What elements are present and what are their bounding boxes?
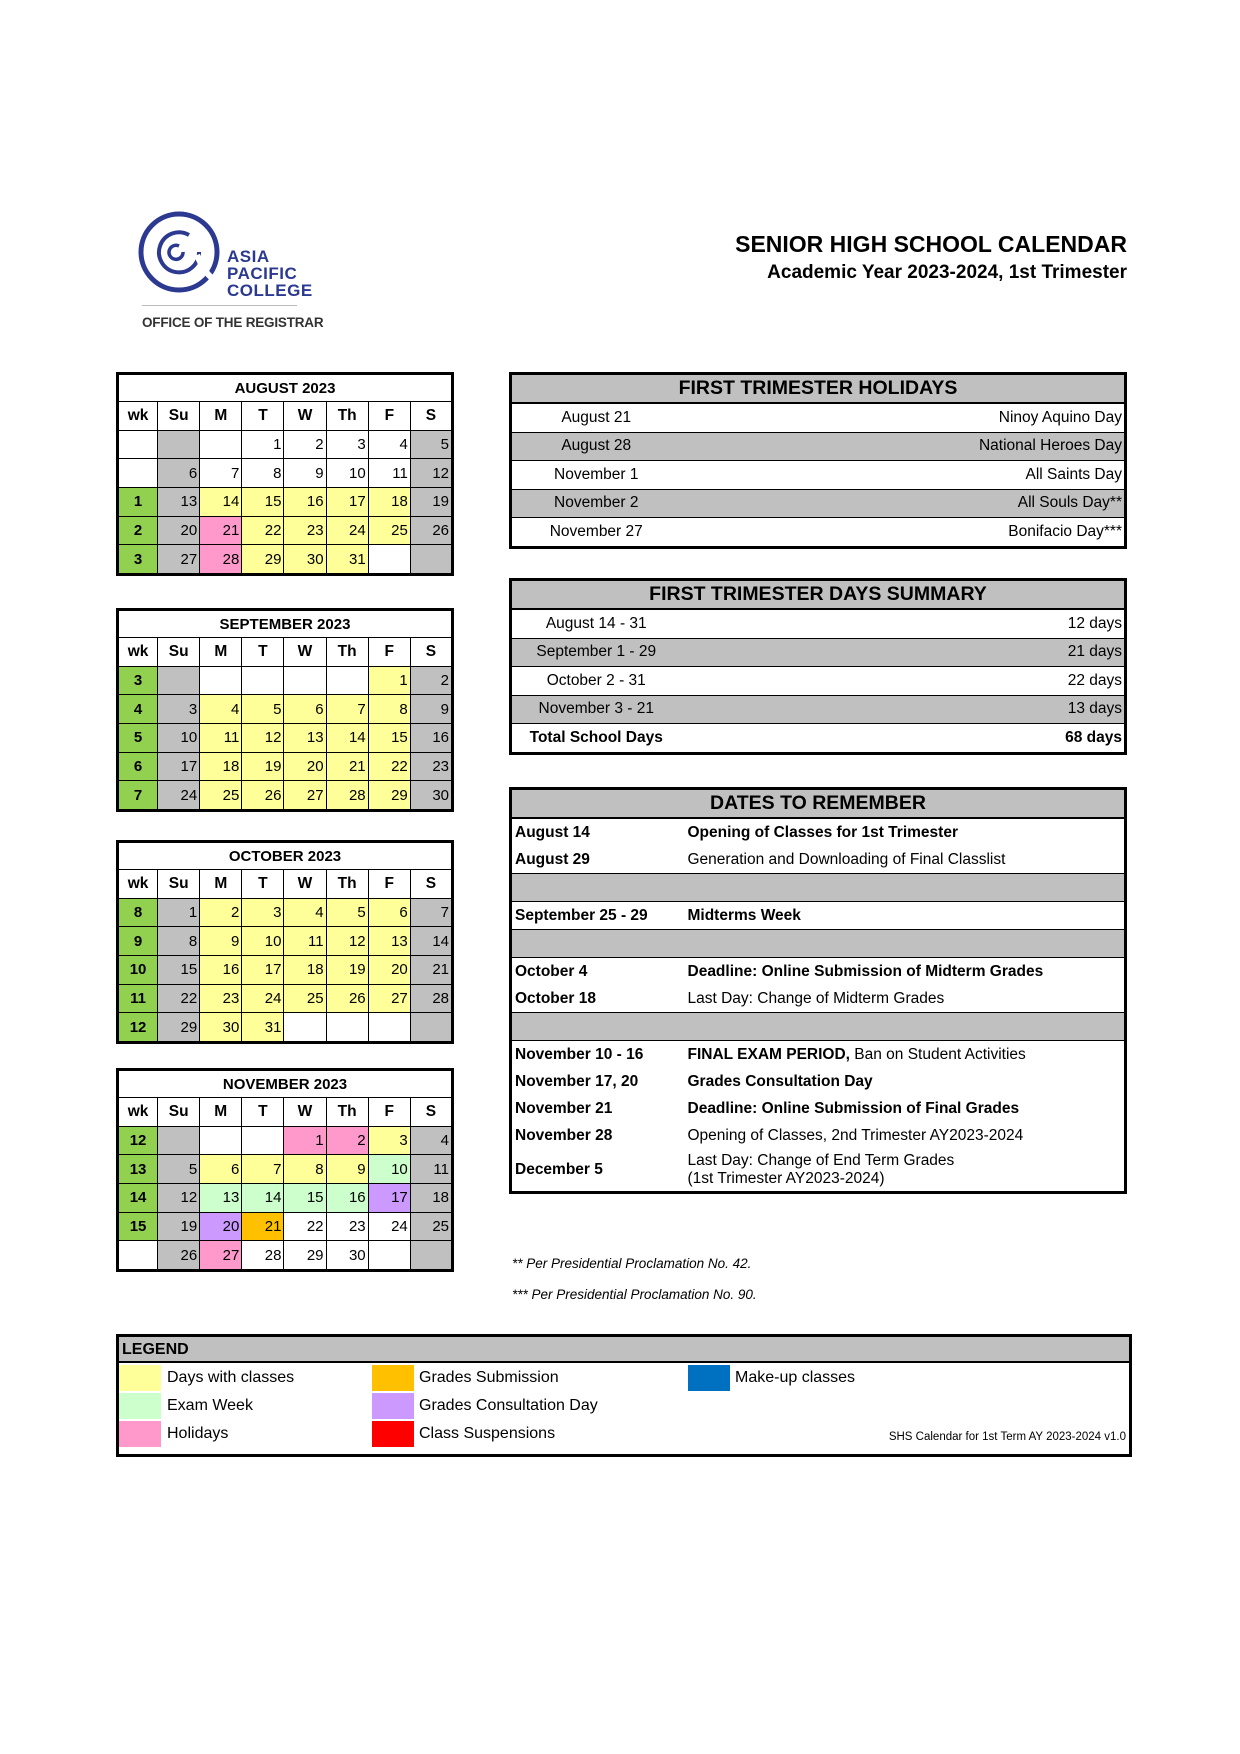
event-date: November 21 (515, 1099, 613, 1117)
day-cell (158, 430, 200, 459)
day-header: S (410, 402, 452, 431)
day-cell: 3 (368, 1126, 410, 1155)
day-cell: 9 (410, 695, 452, 724)
day-cell: 31 (326, 545, 368, 575)
event-date: November 28 (515, 1126, 613, 1144)
day-cell: 27 (200, 1241, 242, 1271)
day-cell: 14 (242, 1184, 284, 1213)
event-title: Deadline: Online Submission of Midterm Grades (687, 962, 1044, 980)
day-cell: 19 (326, 956, 368, 985)
day-cell: 18 (200, 752, 242, 781)
day-cell: 7 (410, 898, 452, 927)
day-cell: 24 (242, 984, 284, 1013)
holidays-table (509, 372, 1127, 549)
holiday-name: Bonifacio Day*** (681, 518, 1126, 548)
day-header: F (368, 870, 410, 899)
event-description (685, 1149, 1126, 1193)
logo-divider (142, 305, 297, 306)
day-header: M (200, 1098, 242, 1127)
day-cell (158, 1126, 200, 1155)
summary-total-label: Total School Days (511, 724, 681, 754)
summary-days: 22 days (681, 667, 1126, 696)
day-cell (368, 1241, 410, 1271)
day-cell: 1 (242, 430, 284, 459)
week-number: 5 (118, 724, 158, 753)
day-cell: 14 (410, 927, 452, 956)
day-header: S (410, 638, 452, 667)
day-cell: 27 (368, 984, 410, 1013)
legend-swatch (119, 1421, 161, 1447)
event-title: FINAL EXAM PERIOD, (687, 1045, 850, 1063)
days-summary-table (509, 578, 1127, 755)
day-cell (410, 1013, 452, 1043)
day-header: wk (118, 1098, 158, 1127)
day-cell: 28 (242, 1241, 284, 1271)
day-cell: 21 (200, 516, 242, 545)
event-description (685, 1041, 1126, 1069)
week-number: 13 (118, 1155, 158, 1184)
day-cell: 5 (158, 1155, 200, 1184)
event-description (685, 1095, 1126, 1122)
day-cell: 12 (326, 927, 368, 956)
day-cell: 2 (284, 430, 326, 459)
day-cell: 8 (284, 1155, 326, 1184)
holiday-date: November 2 (511, 489, 681, 518)
day-header: Th (326, 1098, 368, 1127)
holiday-name: All Souls Day** (681, 489, 1126, 518)
day-cell: 29 (368, 781, 410, 811)
day-cell: 21 (410, 956, 452, 985)
month-title: SEPTEMBER 2023 (118, 610, 453, 638)
day-cell: 11 (200, 724, 242, 753)
day-cell: 16 (410, 724, 452, 753)
week-number: 10 (118, 956, 158, 985)
week-number: 2 (118, 516, 158, 545)
day-cell: 26 (158, 1241, 200, 1271)
day-cell: 7 (242, 1155, 284, 1184)
office-label: OFFICE OF THE REGISTRAR (142, 315, 324, 330)
day-cell: 5 (410, 430, 452, 459)
day-cell: 6 (368, 898, 410, 927)
day-cell: 22 (242, 516, 284, 545)
page-header (735, 230, 1127, 288)
holiday-name: National Heroes Day (681, 432, 1126, 461)
day-cell: 31 (242, 1013, 284, 1043)
day-cell: 25 (284, 984, 326, 1013)
day-cell: 22 (158, 984, 200, 1013)
day-cell: 10 (326, 459, 368, 488)
summary-total-days: 68 days (681, 724, 1126, 754)
legend-label: Holidays (167, 1425, 229, 1442)
spacer-row (511, 930, 1126, 958)
day-cell: 29 (284, 1241, 326, 1271)
day-header: wk (118, 402, 158, 431)
day-cell: 15 (242, 488, 284, 517)
month-calendar (116, 1068, 454, 1272)
college-logo (137, 210, 324, 335)
legend-label: Exam Week (167, 1397, 253, 1414)
legend-swatch (372, 1365, 414, 1391)
day-cell: 4 (368, 430, 410, 459)
day-cell: 8 (368, 695, 410, 724)
day-cell (158, 666, 200, 695)
week-number: 1 (118, 488, 158, 517)
event-text: Ban on Student Activities (849, 1045, 1026, 1063)
day-cell: 12 (158, 1184, 200, 1213)
week-number: 12 (118, 1013, 158, 1043)
day-header: T (242, 1098, 284, 1127)
day-cell: 6 (284, 695, 326, 724)
event-title: Midterms Week (687, 906, 801, 924)
day-header: wk (118, 638, 158, 667)
day-cell: 10 (368, 1155, 410, 1184)
week-number: 8 (118, 898, 158, 927)
day-header: S (410, 870, 452, 899)
day-cell: 19 (158, 1212, 200, 1241)
day-cell: 21 (242, 1212, 284, 1241)
day-cell: 17 (158, 752, 200, 781)
day-cell: 16 (200, 956, 242, 985)
day-cell: 13 (158, 488, 200, 517)
week-number: 3 (118, 545, 158, 575)
legend-swatch (372, 1421, 414, 1447)
day-cell: 27 (158, 545, 200, 575)
month-title: AUGUST 2023 (118, 374, 453, 402)
day-header: T (242, 402, 284, 431)
week-number: 12 (118, 1126, 158, 1155)
week-number: 11 (118, 984, 158, 1013)
day-cell: 17 (326, 488, 368, 517)
version-label: SHS Calendar for 1st Term AY 2023-2024 v1.0 (888, 1431, 1126, 1443)
logo-swirl-icon (137, 210, 227, 300)
day-header: W (284, 870, 326, 899)
event-description (685, 958, 1126, 986)
dates-to-remember-table (509, 787, 1127, 1194)
legend-swatch (372, 1393, 414, 1419)
summary-title: FIRST TRIMESTER DAYS SUMMARY (511, 580, 1126, 610)
event-text: (1st Trimester AY2023-2024) (687, 1170, 885, 1187)
day-cell: 24 (326, 516, 368, 545)
day-cell (200, 666, 242, 695)
day-cell: 2 (326, 1126, 368, 1155)
day-cell: 9 (284, 459, 326, 488)
day-cell: 15 (368, 724, 410, 753)
legend-title: LEGEND (119, 1337, 1129, 1363)
event-date: November 10 - 16 (515, 1045, 644, 1063)
week-number: 7 (118, 781, 158, 811)
week-number: 9 (118, 927, 158, 956)
summary-days: 12 days (681, 609, 1126, 638)
day-header: M (200, 638, 242, 667)
day-cell: 28 (200, 545, 242, 575)
week-number: 4 (118, 695, 158, 724)
event-description (685, 818, 1126, 846)
day-header: Su (158, 1098, 200, 1127)
day-cell: 6 (200, 1155, 242, 1184)
day-cell: 24 (158, 781, 200, 811)
day-cell: 19 (410, 488, 452, 517)
day-cell (410, 1241, 452, 1271)
day-header: Su (158, 638, 200, 667)
day-cell (368, 1013, 410, 1043)
month-calendar (116, 840, 454, 1044)
event-text: Last Day: Change of End Term Grades (687, 1152, 955, 1169)
day-cell: 30 (326, 1241, 368, 1271)
day-cell: 4 (410, 1126, 452, 1155)
day-cell: 5 (242, 695, 284, 724)
holiday-date: November 27 (511, 518, 681, 548)
day-cell: 25 (410, 1212, 452, 1241)
day-cell: 22 (284, 1212, 326, 1241)
day-cell: 16 (326, 1184, 368, 1213)
event-description (685, 985, 1126, 1013)
footnote: *** Per Presidential Proclamation No. 90. (512, 1287, 757, 1302)
day-header: W (284, 638, 326, 667)
day-cell: 23 (410, 752, 452, 781)
day-cell (368, 545, 410, 575)
day-cell: 7 (326, 695, 368, 724)
event-title: Grades Consultation Day (687, 1072, 873, 1090)
event-text: Last Day: Change of Midterm Grades (687, 989, 945, 1007)
day-cell: 13 (368, 927, 410, 956)
day-cell: 13 (284, 724, 326, 753)
day-cell: 18 (368, 488, 410, 517)
dates-title: DATES TO REMEMBER (511, 789, 1126, 819)
event-description (685, 1122, 1126, 1149)
day-cell: 18 (410, 1184, 452, 1213)
month-title: NOVEMBER 2023 (118, 1070, 453, 1098)
page-title: SENIOR HIGH SCHOOL CALENDAR (735, 231, 1127, 257)
page-subtitle: Academic Year 2023-2024, 1st Trimester (767, 262, 1127, 283)
legend-label: Grades Consultation Day (419, 1397, 598, 1414)
day-cell (410, 545, 452, 575)
event-description (685, 846, 1126, 874)
day-header: wk (118, 870, 158, 899)
day-cell: 27 (284, 781, 326, 811)
day-cell: 30 (200, 1013, 242, 1043)
day-cell: 14 (326, 724, 368, 753)
day-cell: 18 (284, 956, 326, 985)
day-cell: 25 (200, 781, 242, 811)
week-number (118, 1241, 158, 1271)
day-cell: 1 (284, 1126, 326, 1155)
day-header: F (368, 638, 410, 667)
logo-line-2: PACIFIC (227, 264, 298, 283)
day-cell: 8 (242, 459, 284, 488)
day-cell: 13 (200, 1184, 242, 1213)
day-cell: 29 (158, 1013, 200, 1043)
day-cell (242, 1126, 284, 1155)
day-cell: 30 (284, 545, 326, 575)
day-cell: 23 (284, 516, 326, 545)
week-number: 3 (118, 666, 158, 695)
event-description (685, 902, 1126, 930)
day-cell: 3 (242, 898, 284, 927)
holiday-date: August 21 (511, 403, 681, 432)
day-cell: 10 (158, 724, 200, 753)
legend-swatch (119, 1393, 161, 1419)
month-title: OCTOBER 2023 (118, 842, 453, 870)
holiday-date: August 28 (511, 432, 681, 461)
day-header: W (284, 402, 326, 431)
legend-label: Days with classes (167, 1369, 295, 1386)
day-cell: 9 (200, 927, 242, 956)
day-cell (326, 1013, 368, 1043)
summary-range: October 2 - 31 (511, 667, 681, 696)
legend-label: Grades Submission (419, 1369, 559, 1386)
day-header: T (242, 638, 284, 667)
day-cell: 1 (368, 666, 410, 695)
day-cell: 26 (242, 781, 284, 811)
day-cell: 2 (200, 898, 242, 927)
summary-range: November 3 - 21 (511, 695, 681, 724)
day-cell: 11 (410, 1155, 452, 1184)
day-header: F (368, 402, 410, 431)
day-cell: 12 (410, 459, 452, 488)
event-date: August 14 (515, 823, 590, 841)
legend-label: Make-up classes (735, 1369, 856, 1386)
day-header: Th (326, 870, 368, 899)
event-date: October 18 (515, 989, 596, 1007)
legend (116, 1334, 1132, 1457)
day-cell: 9 (326, 1155, 368, 1184)
day-header: T (242, 870, 284, 899)
summary-days: 13 days (681, 695, 1126, 724)
event-text: Opening of Classes, 2nd Trimester AY2023-2024 (687, 1126, 1024, 1144)
event-title: Opening of Classes for 1st Trimester (687, 823, 958, 841)
holidays-title: FIRST TRIMESTER HOLIDAYS (511, 374, 1126, 404)
day-cell: 20 (200, 1212, 242, 1241)
event-date: September 25 - 29 (515, 906, 648, 924)
day-cell: 11 (284, 927, 326, 956)
day-header: M (200, 870, 242, 899)
day-cell: 25 (368, 516, 410, 545)
day-cell: 2 (410, 666, 452, 695)
day-cell: 5 (326, 898, 368, 927)
day-header: S (410, 1098, 452, 1127)
day-cell: 15 (284, 1184, 326, 1213)
day-cell: 20 (368, 956, 410, 985)
day-cell: 11 (368, 459, 410, 488)
day-cell (242, 666, 284, 695)
day-cell: 20 (284, 752, 326, 781)
event-text: Generation and Downloading of Final Classlist (687, 850, 1006, 868)
day-header: F (368, 1098, 410, 1127)
event-date: November 17, 20 (515, 1072, 639, 1090)
holiday-date: November 1 (511, 461, 681, 490)
day-cell: 14 (200, 488, 242, 517)
event-date: August 29 (515, 850, 590, 868)
event-title: Deadline: Online Submission of Final Grades (687, 1099, 1020, 1117)
day-cell: 26 (326, 984, 368, 1013)
logo-line-3: COLLEGE (227, 281, 313, 300)
legend-swatch (119, 1365, 161, 1391)
event-date: December 5 (515, 1161, 603, 1178)
holiday-name: Ninoy Aquino Day (681, 403, 1126, 432)
month-calendar (116, 372, 454, 576)
week-number: 15 (118, 1212, 158, 1241)
day-cell: 19 (242, 752, 284, 781)
summary-range: September 1 - 29 (511, 638, 681, 667)
day-header: W (284, 1098, 326, 1127)
day-cell: 3 (158, 695, 200, 724)
day-cell (284, 666, 326, 695)
day-cell: 28 (326, 781, 368, 811)
week-number: 6 (118, 752, 158, 781)
week-number (118, 430, 158, 459)
day-cell (200, 430, 242, 459)
day-cell: 10 (242, 927, 284, 956)
day-cell (284, 1013, 326, 1043)
day-cell: 26 (410, 516, 452, 545)
day-cell: 20 (158, 516, 200, 545)
footnote: ** Per Presidential Proclamation No. 42. (512, 1256, 752, 1271)
day-cell: 12 (242, 724, 284, 753)
day-cell: 3 (326, 430, 368, 459)
day-cell: 30 (410, 781, 452, 811)
day-cell (326, 666, 368, 695)
day-cell: 15 (158, 956, 200, 985)
day-cell: 4 (200, 695, 242, 724)
day-cell: 4 (284, 898, 326, 927)
day-cell: 22 (368, 752, 410, 781)
summary-range: August 14 - 31 (511, 609, 681, 638)
day-header: Su (158, 870, 200, 899)
day-cell: 8 (158, 927, 200, 956)
day-header: Th (326, 402, 368, 431)
day-cell: 23 (326, 1212, 368, 1241)
day-cell: 23 (200, 984, 242, 1013)
event-description (685, 1068, 1126, 1095)
week-number: 14 (118, 1184, 158, 1213)
event-date: October 4 (515, 962, 588, 980)
day-cell: 21 (326, 752, 368, 781)
day-cell: 16 (284, 488, 326, 517)
spacer-row (511, 874, 1126, 902)
day-cell: 1 (158, 898, 200, 927)
week-number (118, 459, 158, 488)
day-cell: 28 (410, 984, 452, 1013)
day-cell: 7 (200, 459, 242, 488)
day-cell: 6 (158, 459, 200, 488)
logo-line-1: ASIA (227, 247, 270, 266)
day-cell: 24 (368, 1212, 410, 1241)
day-header: M (200, 402, 242, 431)
month-calendar (116, 608, 454, 812)
legend-label: Class Suspensions (419, 1425, 556, 1442)
spacer-row (511, 1013, 1126, 1041)
day-cell (200, 1126, 242, 1155)
day-header: Th (326, 638, 368, 667)
holiday-name: All Saints Day (681, 461, 1126, 490)
legend-swatch (688, 1365, 730, 1391)
day-header: Su (158, 402, 200, 431)
day-cell: 17 (242, 956, 284, 985)
day-cell: 17 (368, 1184, 410, 1213)
summary-days: 21 days (681, 638, 1126, 667)
day-cell: 29 (242, 545, 284, 575)
